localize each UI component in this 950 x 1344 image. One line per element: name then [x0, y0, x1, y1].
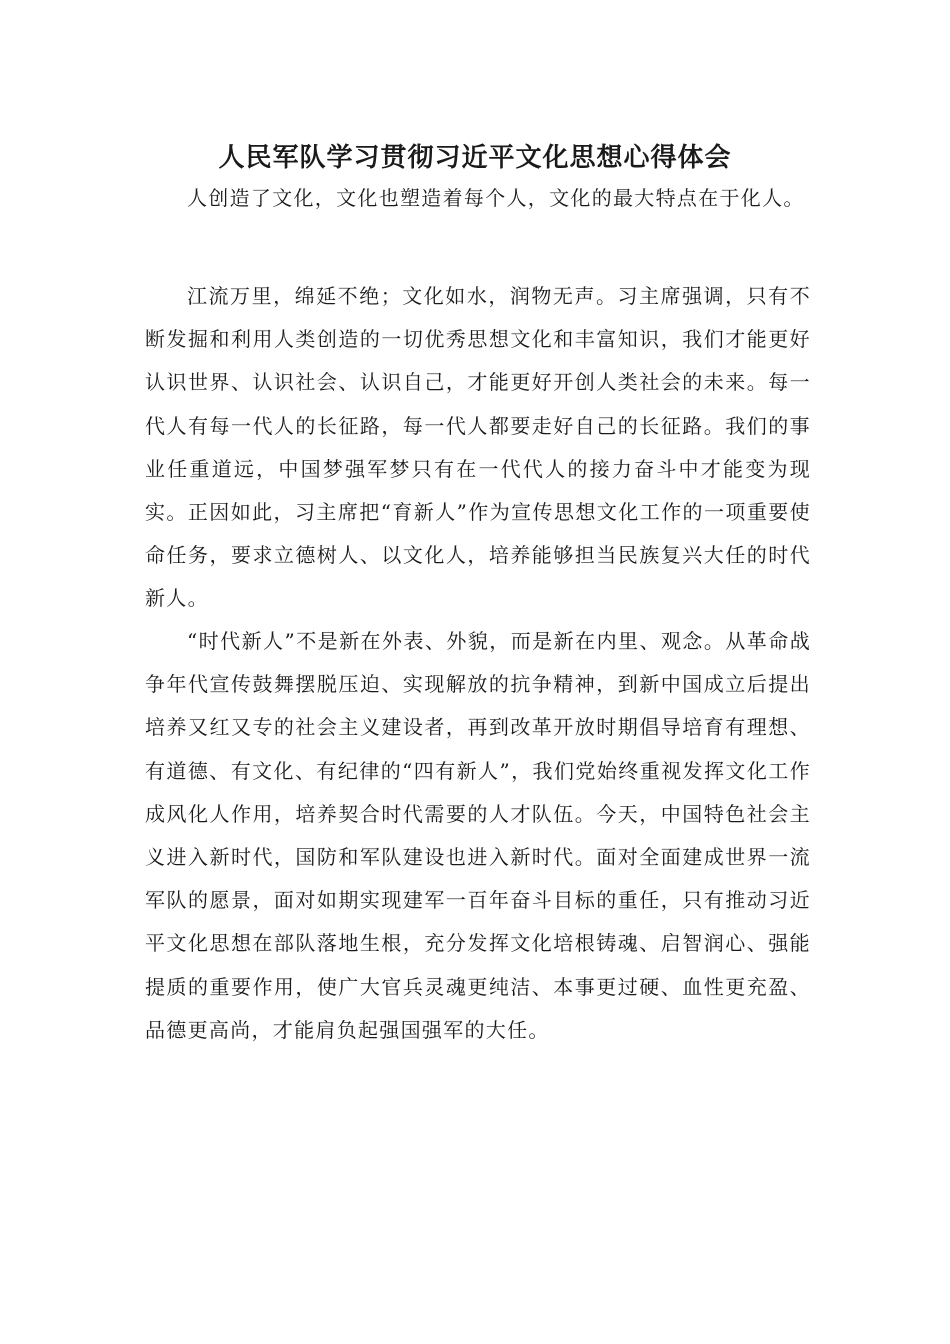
paragraph-intro: 人创造了文化，文化也塑造着每个人，文化的最大特点在于化人。 — [187, 186, 805, 210]
paragraph-culture-like-water: 江流万里，绵延不绝；文化如水，润物无声。习主席强调，只有不断发掘和利用人类创造的一切优秀思想文化和丰富知识，我们才能更好认识世界、认识社会、认识自己，才能更好开创人类社会的未来。每一代人有每一代人的长征路，每一代人都要走好自己的长征路。我们的事业任重道远，中国梦强军梦只有在一代代人的接力奋斗中才能变为现实。正因如此，习主席把“育新人”作为宣传思想文化工作的一项重要使命任务，要求立德树人、以文化人，培养能够担当民族复兴大任的时代新人。 — [145, 284, 811, 611]
paragraph-new-era-people: “时代新人”不是新在外表、外貌，而是新在内里、观念。从革命战争年代宣传鼓舞摆脱压迫、实现解放的抗争精神，到新中国成立后提出培养又红又专的社会主义建设者，再到改革开放时期倡导培育有理想、有道德、有文化、有纪律的“四有新人”，我们党始终重视发挥文化工作成风化人作用，培养契合时代需要的人才队伍。今天，中国特色社会主义进入新时代，国防和军队建设也进入新时代。面对全面建成世界一流军队的愿景，面对如期实现建军一百年奋斗目标的重任，只有推动习近平文化思想在部队落地生根，充分发挥文化培根铸魂、启智润心、强能提质的重要作用，使广大官兵灵魂更纯洁、本事更过硬、血性更充盈、品德更高尚，才能肩负起强国强军的大任。 — [145, 629, 811, 1042]
document-title: 人民军队学习贯彻习近平文化思想心得体会 — [218, 143, 732, 173]
